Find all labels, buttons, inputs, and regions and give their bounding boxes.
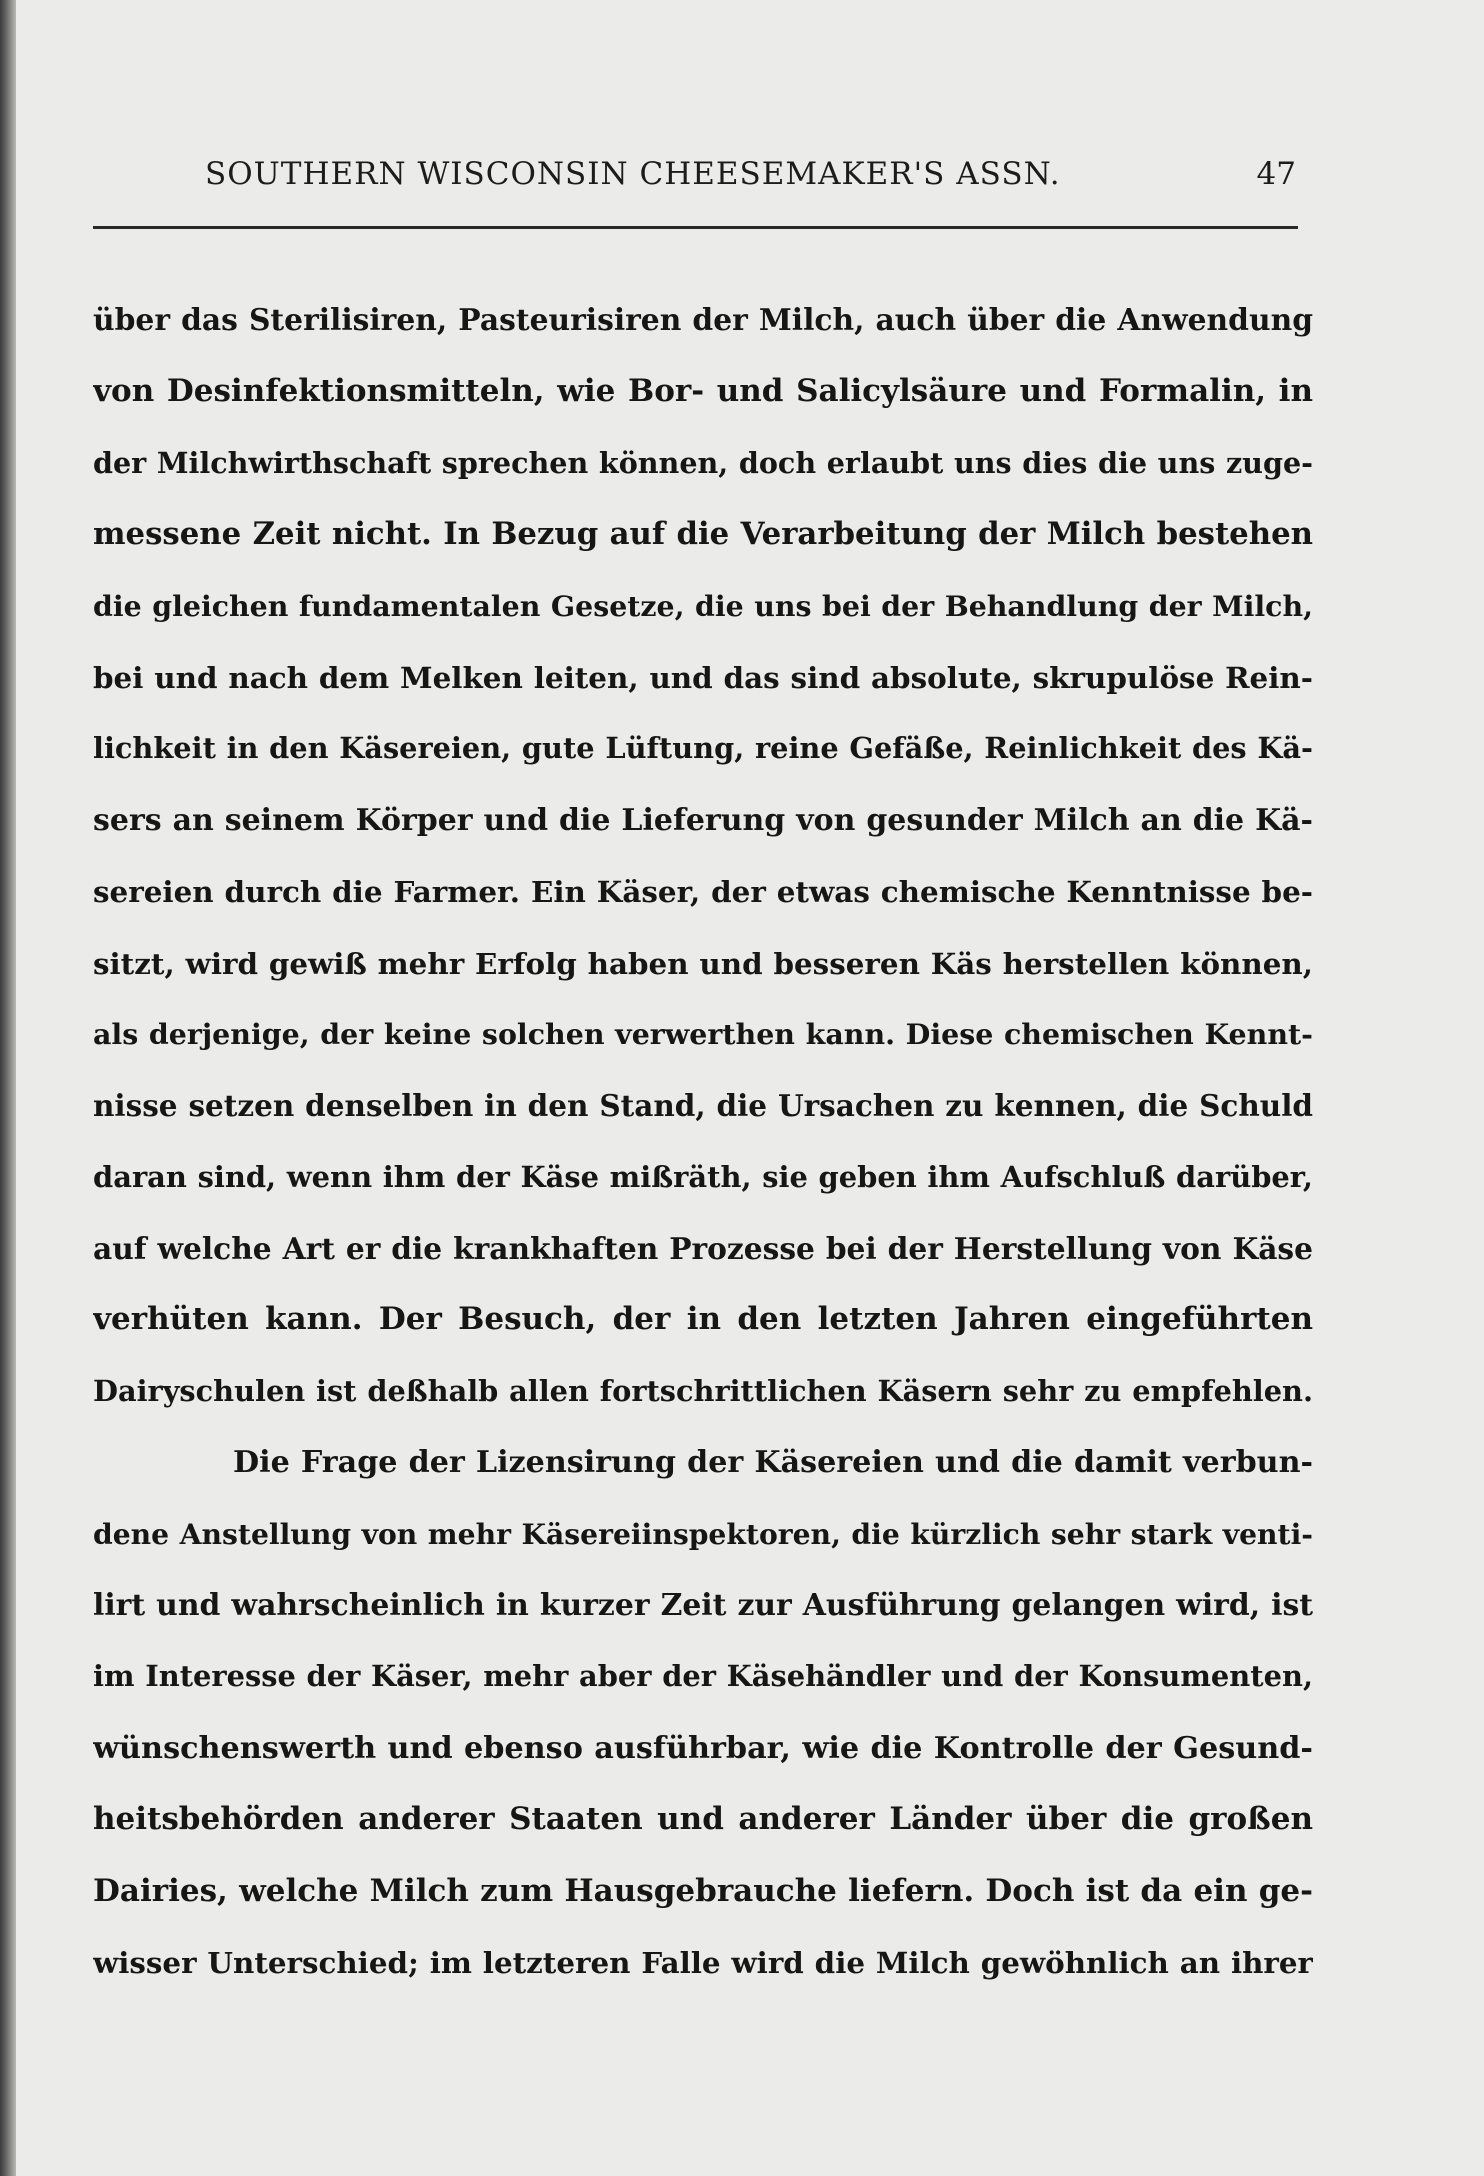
text-line: messene Zeit nicht. In Bezug auf die Verarbeitung der Milch bestehen (93, 516, 1313, 553)
paragraph (93, 285, 1313, 1427)
header-rule (93, 226, 1298, 229)
text-line: Die Frage der Lizensirung der Käsereien und die damit verbun- (233, 1445, 1313, 1481)
text-line: verhüten kann. Der Besuch, der in den letzten Jahren eingeführten (93, 1301, 1313, 1338)
text-line: heitsbehörden anderer Staaten und anderer Länder über die großen (93, 1801, 1313, 1838)
paragraph (93, 1427, 1313, 1998)
text-line: Dairyschulen ist deßhalb allen fortschrittlichen Käsern sehr zu empfehlen. (93, 1373, 1313, 1408)
text-line: dene Anstellung von mehr Käsereiinspektoren, die kürzlich sehr stark venti- (93, 1517, 1313, 1551)
page-number: 47 (1256, 156, 1296, 192)
body-text (93, 285, 1313, 1998)
text-line: im Interesse der Käser, mehr aber der Käsehändler und der Konsumenten, (93, 1659, 1313, 1694)
text-line: über das Sterilisiren, Pasteurisiren der Milch, auch über die Anwendung (93, 303, 1313, 338)
text-line: lichkeit in den Käsereien, gute Lüftung, reine Gefäße, Reinlichkeit des Kä- (93, 731, 1313, 766)
text-line: von Desinfektionsmitteln, wie Bor- und Salicylsäure und Formalin, in (93, 373, 1313, 410)
text-line: lirt und wahrscheinlich in kurzer Zeit zur Ausführung gelangen wird, ist (93, 1588, 1313, 1624)
text-line: als derjenige, der keine solchen verwerthen kann. Diese chemischen Kennt- (93, 1016, 1313, 1051)
text-line: die gleichen fundamentalen Gesetze, die uns bei der Behandlung der Milch, (93, 588, 1313, 623)
text-line: bei und nach dem Melken leiten, und das sind absolute, skrupulöse Rein- (93, 659, 1313, 695)
text-line: sitzt, wird gewiß mehr Erfolg haben und besseren Käs herstellen können, (93, 945, 1313, 981)
text-line: wisser Unterschied; im letzteren Falle wird die Milch gewöhnlich an ihrer (93, 1944, 1313, 1980)
text-line: auf welche Art er die krankhaften Prozesse bei der Herstellung von Käse (93, 1231, 1313, 1267)
text-line: wünschenswerth und ebenso ausführbar, wie die Kontrolle der Gesund- (93, 1730, 1313, 1766)
page-header (205, 150, 1300, 200)
running-head: SOUTHERN WISCONSIN CHEESEMAKER'S ASSN. (205, 156, 1061, 192)
text-line: nisse setzen denselben in den Stand, die Ursachen zu kennen, die Schuld (93, 1088, 1313, 1124)
binding-edge (0, 0, 16, 2176)
text-line: Dairies, welche Milch zum Hausgebrauche liefern. Doch ist da ein ge- (93, 1872, 1313, 1909)
text-line: der Milchwirthschaft sprechen können, doch erlaubt uns dies die uns zuge- (93, 445, 1313, 480)
text-line: sers an seinem Körper und die Lieferung von gesunder Milch an die Kä- (93, 802, 1313, 838)
text-line: sereien durch die Farmer. Ein Käser, der etwas chemische Kenntnisse be- (93, 874, 1313, 910)
text-line: daran sind, wenn ihm der Käse mißräth, sie geben ihm Aufschluß darüber, (93, 1159, 1313, 1194)
